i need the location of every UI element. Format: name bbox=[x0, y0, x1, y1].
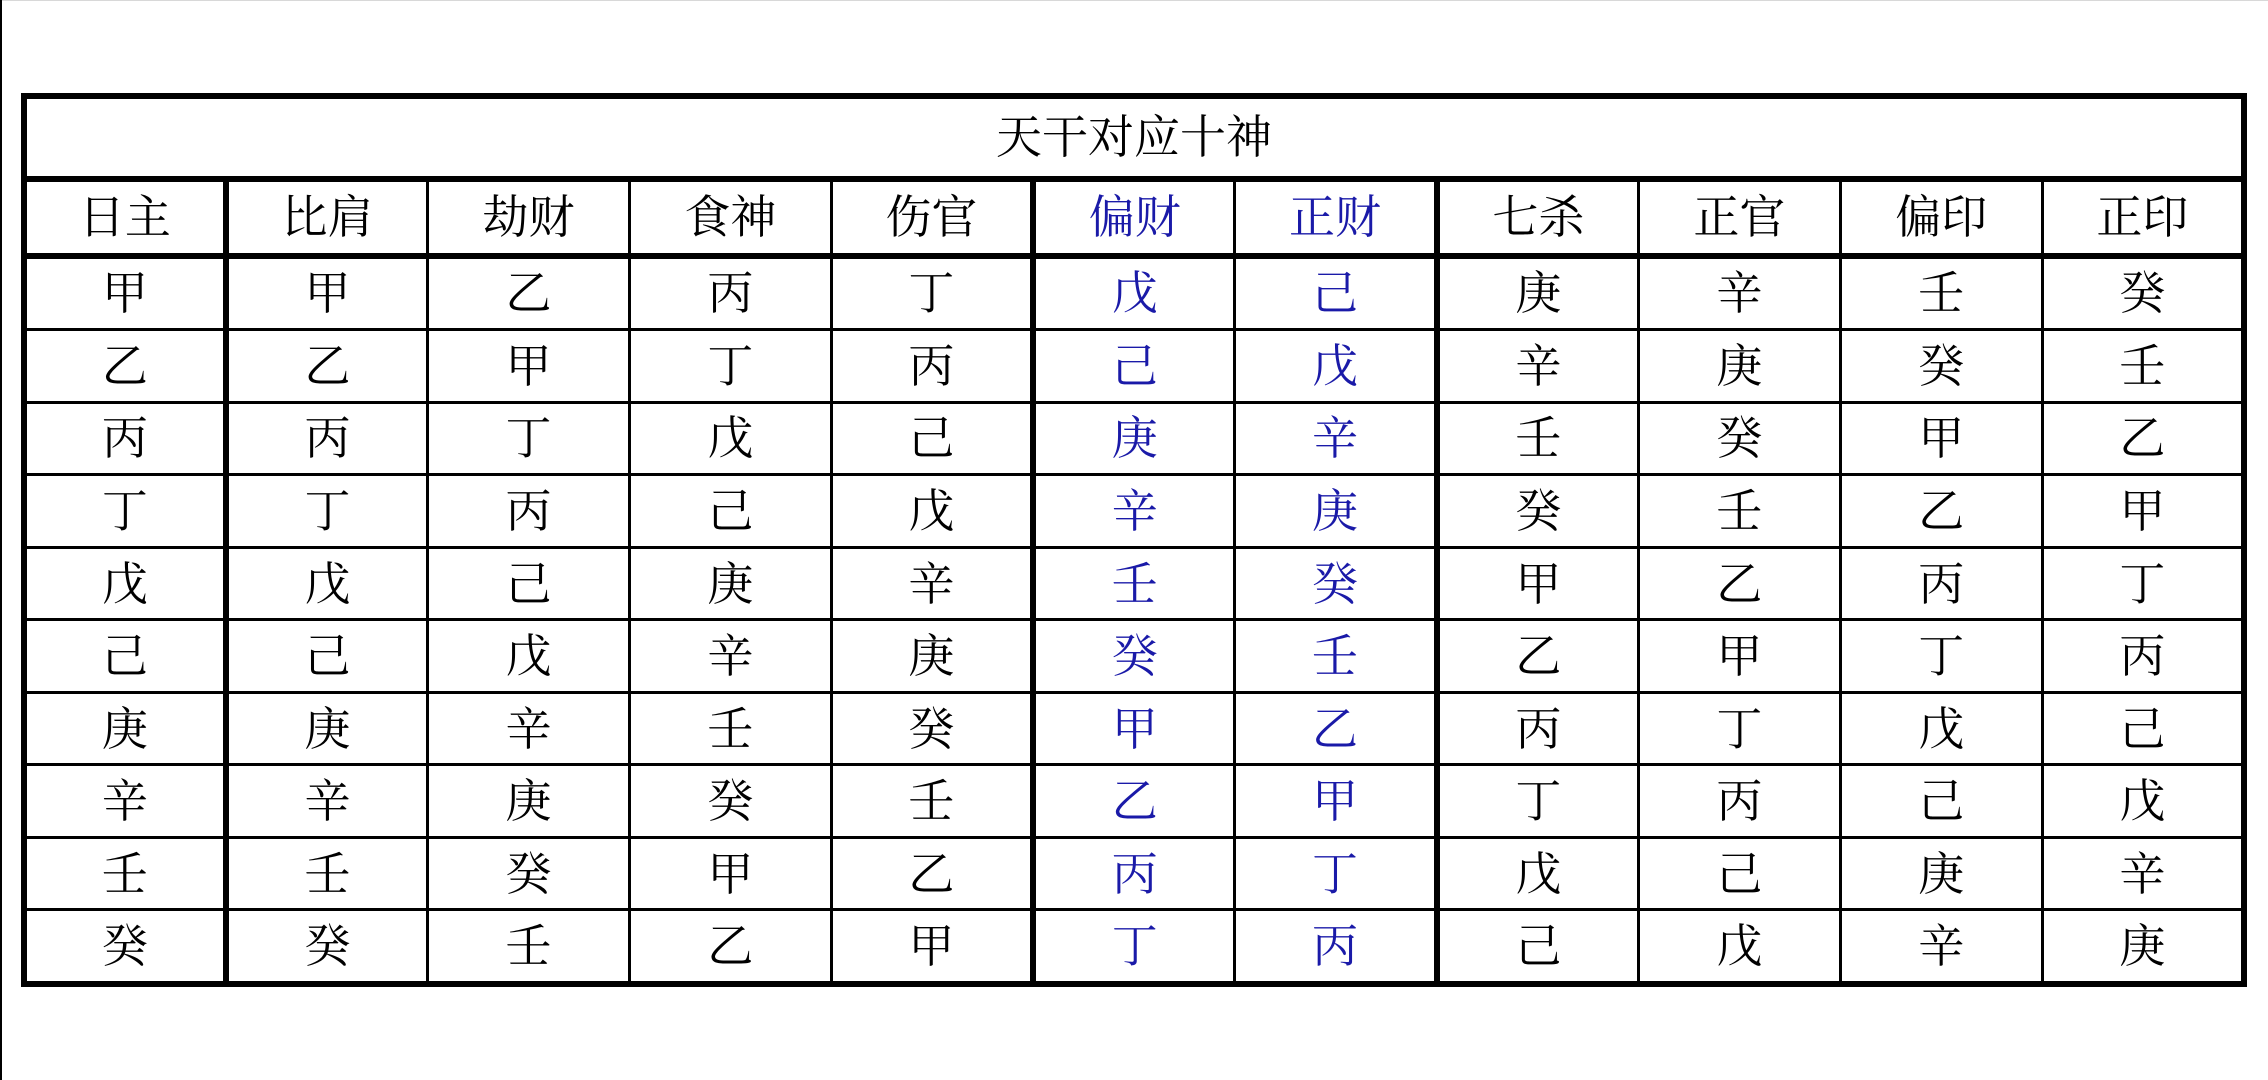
table-row bbox=[24, 620, 2244, 693]
stem-cell: 庚 bbox=[2042, 910, 2244, 984]
table-row bbox=[24, 402, 2244, 475]
table-row bbox=[24, 692, 2244, 765]
stem-cell: 壬 bbox=[2042, 330, 2244, 403]
stem-cell: 辛 bbox=[428, 692, 630, 765]
stem-cell: 辛 bbox=[1437, 330, 1639, 403]
stem-cell: 甲 bbox=[831, 910, 1033, 984]
stem-cell: 己 bbox=[1840, 765, 2042, 838]
stem-cell: 甲 bbox=[226, 256, 428, 330]
stem-cell: 癸 bbox=[226, 910, 428, 984]
stem-cell: 戊 bbox=[831, 475, 1033, 548]
stem-cell: 己 bbox=[629, 475, 831, 548]
stem-cell: 丁 bbox=[428, 402, 630, 475]
day-master-cell: 癸 bbox=[24, 910, 226, 984]
stem-cell: 己 bbox=[2042, 692, 2244, 765]
stem-cell: 丙 bbox=[2042, 620, 2244, 693]
stem-cell: 甲 bbox=[1033, 692, 1235, 765]
header-cell: 正财 bbox=[1235, 179, 1437, 256]
stem-cell: 壬 bbox=[1437, 402, 1639, 475]
stem-cell: 辛 bbox=[1033, 475, 1235, 548]
stem-cell: 戊 bbox=[226, 547, 428, 620]
stem-cell: 癸 bbox=[1235, 547, 1437, 620]
stem-cell: 庚 bbox=[1235, 475, 1437, 548]
stem-cell: 丙 bbox=[629, 256, 831, 330]
stem-cell: 甲 bbox=[629, 837, 831, 910]
table-row bbox=[24, 256, 2244, 330]
stem-cell: 己 bbox=[226, 620, 428, 693]
stem-cell: 癸 bbox=[2042, 256, 2244, 330]
title-row bbox=[24, 96, 2244, 179]
stem-cell: 辛 bbox=[1639, 256, 1841, 330]
stem-cell: 壬 bbox=[1840, 256, 2042, 330]
stem-cell: 丁 bbox=[629, 330, 831, 403]
stem-cell: 乙 bbox=[629, 910, 831, 984]
stem-cell: 丁 bbox=[226, 475, 428, 548]
header-cell: 偏财 bbox=[1033, 179, 1235, 256]
stem-cell: 乙 bbox=[1840, 475, 2042, 548]
stem-cell: 丁 bbox=[1437, 765, 1639, 838]
stem-cell: 乙 bbox=[428, 256, 630, 330]
stem-cell: 癸 bbox=[1840, 330, 2042, 403]
stem-cell: 戊 bbox=[428, 620, 630, 693]
stem-cell: 癸 bbox=[1437, 475, 1639, 548]
stem-cell: 己 bbox=[1235, 256, 1437, 330]
header-cell: 食神 bbox=[629, 179, 831, 256]
stem-cell: 戊 bbox=[1639, 910, 1841, 984]
stem-cell: 壬 bbox=[226, 837, 428, 910]
stem-cell: 丙 bbox=[1235, 910, 1437, 984]
stem-cell: 癸 bbox=[831, 692, 1033, 765]
header-cell: 比肩 bbox=[226, 179, 428, 256]
header-cell: 日主 bbox=[24, 179, 226, 256]
stem-cell: 壬 bbox=[629, 692, 831, 765]
stem-cell: 甲 bbox=[2042, 475, 2244, 548]
stem-cell: 甲 bbox=[1235, 765, 1437, 838]
stem-cell: 戊 bbox=[2042, 765, 2244, 838]
stem-cell: 己 bbox=[831, 402, 1033, 475]
header-cell: 七杀 bbox=[1437, 179, 1639, 256]
stem-cell: 丙 bbox=[1437, 692, 1639, 765]
day-master-cell: 戊 bbox=[24, 547, 226, 620]
header-cell: 正官 bbox=[1639, 179, 1841, 256]
stem-cell: 戊 bbox=[1235, 330, 1437, 403]
day-master-cell: 庚 bbox=[24, 692, 226, 765]
stem-cell: 乙 bbox=[831, 837, 1033, 910]
stem-cell: 丁 bbox=[1235, 837, 1437, 910]
stem-cell: 庚 bbox=[629, 547, 831, 620]
stem-cell: 壬 bbox=[831, 765, 1033, 838]
stem-cell: 庚 bbox=[1840, 837, 2042, 910]
header-row bbox=[24, 179, 2244, 256]
top-border-line bbox=[0, 0, 2268, 1]
day-master-cell: 己 bbox=[24, 620, 226, 693]
day-master-cell: 丁 bbox=[24, 475, 226, 548]
stem-cell: 丙 bbox=[831, 330, 1033, 403]
stem-cell: 丁 bbox=[1033, 910, 1235, 984]
stem-cell: 乙 bbox=[2042, 402, 2244, 475]
day-master-cell: 甲 bbox=[24, 256, 226, 330]
table-title: 天干对应十神 bbox=[24, 96, 2244, 179]
stem-cell: 乙 bbox=[226, 330, 428, 403]
stem-cell: 己 bbox=[1639, 837, 1841, 910]
table-row bbox=[24, 910, 2244, 984]
stem-cell: 癸 bbox=[428, 837, 630, 910]
stem-cell: 壬 bbox=[1235, 620, 1437, 693]
heavenly-stems-ten-gods-table bbox=[21, 93, 2247, 987]
day-master-cell: 壬 bbox=[24, 837, 226, 910]
stem-cell: 己 bbox=[428, 547, 630, 620]
stem-cell: 庚 bbox=[1033, 402, 1235, 475]
stem-cell: 己 bbox=[1437, 910, 1639, 984]
stem-cell: 辛 bbox=[629, 620, 831, 693]
stem-cell: 乙 bbox=[1235, 692, 1437, 765]
header-cell: 正印 bbox=[2042, 179, 2244, 256]
stem-cell: 甲 bbox=[428, 330, 630, 403]
stem-cell: 辛 bbox=[226, 765, 428, 838]
stem-cell: 乙 bbox=[1437, 620, 1639, 693]
header-cell: 伤官 bbox=[831, 179, 1033, 256]
stem-cell: 壬 bbox=[1033, 547, 1235, 620]
stem-cell: 庚 bbox=[428, 765, 630, 838]
stem-cell: 丙 bbox=[1033, 837, 1235, 910]
stem-cell: 丙 bbox=[1840, 547, 2042, 620]
stem-cell: 乙 bbox=[1639, 547, 1841, 620]
stem-cell: 甲 bbox=[1840, 402, 2042, 475]
stem-cell: 庚 bbox=[831, 620, 1033, 693]
table-row bbox=[24, 547, 2244, 620]
stem-cell: 癸 bbox=[629, 765, 831, 838]
day-master-cell: 辛 bbox=[24, 765, 226, 838]
stem-cell: 癸 bbox=[1033, 620, 1235, 693]
header-cell: 劫财 bbox=[428, 179, 630, 256]
stem-cell: 壬 bbox=[1639, 475, 1841, 548]
stem-cell: 庚 bbox=[1639, 330, 1841, 403]
table-row bbox=[24, 330, 2244, 403]
stem-cell: 戊 bbox=[1840, 692, 2042, 765]
stem-cell: 庚 bbox=[1437, 256, 1639, 330]
stem-cell: 甲 bbox=[1437, 547, 1639, 620]
stem-cell: 癸 bbox=[1639, 402, 1841, 475]
stem-cell: 丁 bbox=[1840, 620, 2042, 693]
table-row bbox=[24, 837, 2244, 910]
stem-cell: 丁 bbox=[1639, 692, 1841, 765]
stem-cell: 己 bbox=[1033, 330, 1235, 403]
day-master-cell: 乙 bbox=[24, 330, 226, 403]
left-border-line bbox=[0, 0, 2, 1080]
stem-cell: 辛 bbox=[831, 547, 1033, 620]
stem-cell: 辛 bbox=[2042, 837, 2244, 910]
stem-cell: 乙 bbox=[1033, 765, 1235, 838]
stem-cell: 辛 bbox=[1840, 910, 2042, 984]
stem-cell: 壬 bbox=[428, 910, 630, 984]
stem-cell: 丙 bbox=[226, 402, 428, 475]
stem-cell: 辛 bbox=[1235, 402, 1437, 475]
stem-cell: 戊 bbox=[1033, 256, 1235, 330]
table-body bbox=[24, 256, 2244, 984]
header-cell: 偏印 bbox=[1840, 179, 2042, 256]
stem-cell: 庚 bbox=[226, 692, 428, 765]
stem-cell: 甲 bbox=[1639, 620, 1841, 693]
stem-cell: 丙 bbox=[428, 475, 630, 548]
stem-cell: 丁 bbox=[831, 256, 1033, 330]
stem-cell: 丁 bbox=[2042, 547, 2244, 620]
stem-cell: 戊 bbox=[1437, 837, 1639, 910]
stem-cell: 丙 bbox=[1639, 765, 1841, 838]
table-row bbox=[24, 475, 2244, 548]
day-master-cell: 丙 bbox=[24, 402, 226, 475]
stem-cell: 戊 bbox=[629, 402, 831, 475]
table-row bbox=[24, 765, 2244, 838]
